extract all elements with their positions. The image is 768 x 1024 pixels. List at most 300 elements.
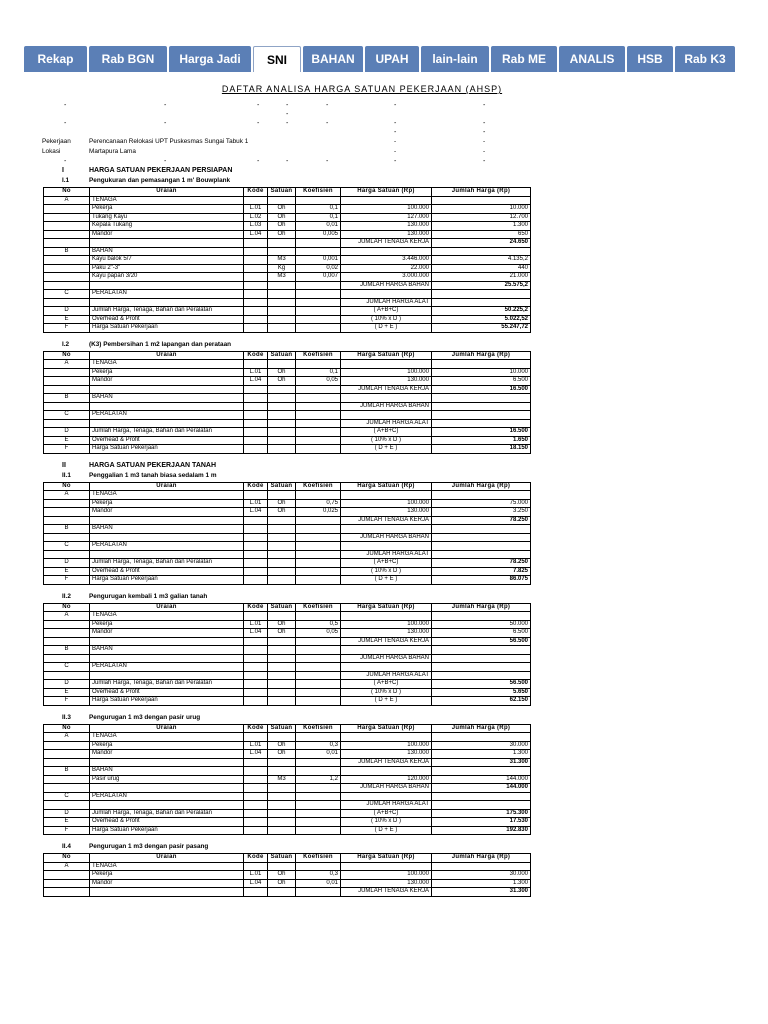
table-cell (244, 411, 268, 420)
table-cell: 6.500 (432, 629, 531, 638)
section-title: HARGA SATUAN PEKERJAAN TANAH (89, 461, 217, 469)
table-row (44, 402, 531, 411)
table-cell: JUMLAH TENAGA KERJA (341, 758, 432, 767)
table-cell (44, 879, 90, 888)
table-cell: JUMLAH HARGA ALAT (341, 550, 432, 559)
table-cell (296, 324, 341, 333)
table-cell: 55.247,72 (432, 324, 531, 333)
table-cell: JUMLAH HARGA ALAT (341, 671, 432, 680)
table-cell: C (44, 290, 90, 299)
column-header: Harga Satuan (Rp) (341, 482, 432, 491)
table-row (44, 688, 531, 697)
column-header: Jumlah Harga (Rp) (432, 482, 531, 491)
table-cell (268, 654, 296, 663)
table-cell: 130.000 (341, 377, 432, 386)
item-name: Pengukuran dan pemasangan 1 m' Bouwplank (89, 177, 231, 184)
analysis-content (37, 167, 737, 905)
table-cell: JUMLAH TENAGA KERJA (341, 888, 432, 897)
table-row (44, 533, 531, 542)
table-cell: 0,005 (296, 230, 341, 239)
table-row (44, 264, 531, 273)
table-cell: C (44, 663, 90, 672)
table-cell: JUMLAH HARGA BAHAN (341, 402, 432, 411)
table-cell: L.01 (244, 499, 268, 508)
item-header (37, 341, 737, 351)
table-cell (296, 516, 341, 525)
table-cell (90, 239, 244, 248)
table-cell: ( A+B+C) (341, 809, 432, 818)
table-cell: C (44, 411, 90, 420)
table-cell (90, 801, 244, 810)
table-header-row (44, 724, 531, 733)
table-cell: 175.300 (432, 809, 531, 818)
table-cell: ( D + E ) (341, 576, 432, 585)
table-row (44, 663, 531, 672)
table-cell: M3 (268, 256, 296, 265)
table-cell (244, 559, 268, 568)
table-cell (244, 671, 268, 680)
table-cell (244, 809, 268, 818)
column-header: Koefisien (296, 482, 341, 491)
dash-row: - (286, 111, 289, 118)
table-row (44, 516, 531, 525)
table-cell (244, 298, 268, 307)
table-cell: M3 (268, 273, 296, 282)
table-cell (268, 818, 296, 827)
item-header (37, 714, 737, 724)
table-cell: B (44, 394, 90, 403)
table-cell (268, 394, 296, 403)
tab-rekap[interactable]: Rekap (24, 46, 87, 72)
table-header-row (44, 603, 531, 612)
table-cell: 1.650 (432, 436, 531, 445)
table-cell: 130.000 (341, 879, 432, 888)
table-row (44, 750, 531, 759)
table-cell: 130.000 (341, 222, 432, 231)
item-header (37, 177, 737, 187)
table-cell (296, 688, 341, 697)
table-cell: M3 (268, 775, 296, 784)
table-row (44, 576, 531, 585)
page-title: DAFTAR ANALISA HARGA SATUAN PEKERJAAN (AHSP) (221, 84, 503, 94)
table-cell (268, 281, 296, 290)
tab-sni[interactable]: SNI (253, 46, 301, 72)
table-cell: C (44, 542, 90, 551)
table-cell: L.03 (244, 222, 268, 231)
table-cell (268, 680, 296, 689)
table-cell: E (44, 436, 90, 445)
table-cell: D (44, 428, 90, 437)
table-cell: B (44, 525, 90, 534)
table-cell: JUMLAH HARGA ALAT (341, 298, 432, 307)
table-row (44, 784, 531, 793)
table-cell (268, 550, 296, 559)
table-cell: 17.530 (432, 818, 531, 827)
table-cell: 24.650 (432, 239, 531, 248)
section-header (37, 462, 737, 472)
table-cell (244, 360, 268, 369)
table-cell: Overhead & Profit (90, 688, 244, 697)
table-cell (341, 862, 432, 871)
table-cell: L.01 (244, 205, 268, 214)
table-cell: 1.300 (432, 879, 531, 888)
table-cell (296, 491, 341, 500)
column-header: Kode (244, 603, 268, 612)
dash-row: - - - - - - - (64, 120, 486, 127)
tab-analis[interactable]: ANALIS (559, 46, 625, 72)
table-cell: Jumlah Harga, Tenaga, Bahan dan Peralatan (90, 307, 244, 316)
column-header: Koefisien (296, 188, 341, 197)
table-cell: 50.000 (432, 620, 531, 629)
table-cell (296, 612, 341, 621)
table-cell (432, 542, 531, 551)
table-cell (296, 445, 341, 454)
table-cell: ( A+B+C) (341, 559, 432, 568)
column-header: Harga Satuan (Rp) (341, 603, 432, 612)
column-header: Satuan (268, 724, 296, 733)
table-cell (432, 767, 531, 776)
table-cell (44, 222, 90, 231)
table-row (44, 767, 531, 776)
pekerjaan-row: Pekerjaan Perencanaan Relokasi UPT Puskesmas Sungai Tabuk 1 - - (42, 138, 486, 145)
table-cell (432, 419, 531, 428)
table-cell: 0,01 (296, 879, 341, 888)
table-cell (44, 298, 90, 307)
table-row (44, 792, 531, 801)
table-cell (44, 508, 90, 517)
table-row (44, 637, 531, 646)
table-cell: D (44, 307, 90, 316)
table-cell: Mandor (90, 750, 244, 759)
tab-rab-k3[interactable]: Rab K3 (675, 46, 735, 72)
table-cell (268, 862, 296, 871)
table-cell (90, 402, 244, 411)
table-cell: Jumlah Harga, Tenaga, Bahan dan Peralatan (90, 559, 244, 568)
table-cell: Overhead & Profit (90, 818, 244, 827)
table-header-row (44, 188, 531, 197)
table-cell (341, 360, 432, 369)
tab-bahan[interactable]: BAHAN (303, 46, 363, 72)
table-cell (432, 792, 531, 801)
table-cell (268, 792, 296, 801)
table-row (44, 256, 531, 265)
table-cell (268, 663, 296, 672)
table-cell: 31.300 (432, 758, 531, 767)
table-cell (268, 247, 296, 256)
table-cell: Oh (268, 629, 296, 638)
table-cell: 62.150 (432, 697, 531, 706)
table-cell: A (44, 733, 90, 742)
tab-rab-me[interactable]: Rab ME (491, 46, 557, 72)
column-header: Kode (244, 188, 268, 197)
table-cell: 0,1 (296, 205, 341, 214)
table-cell: JUMLAH HARGA BAHAN (341, 533, 432, 542)
table-row (44, 247, 531, 256)
table-cell: Kayu balok 5/7 (90, 256, 244, 265)
table-cell (244, 826, 268, 835)
table-row (44, 559, 531, 568)
table-header-row (44, 854, 531, 863)
column-header: Jumlah Harga (Rp) (432, 854, 531, 863)
table-cell: L.04 (244, 508, 268, 517)
table-cell (296, 680, 341, 689)
table-row (44, 445, 531, 454)
table-cell (268, 419, 296, 428)
table-cell: C (44, 792, 90, 801)
table-cell (44, 775, 90, 784)
table-row (44, 213, 531, 222)
table-cell: JUMLAH TENAGA KERJA (341, 637, 432, 646)
table-cell (296, 801, 341, 810)
column-header: Uraian (90, 854, 244, 863)
table-row (44, 525, 531, 534)
column-header: Satuan (268, 603, 296, 612)
table-cell (44, 750, 90, 759)
table-cell: 3.000.000 (341, 273, 432, 282)
tab-upah[interactable]: UPAH (365, 46, 419, 72)
table-cell (268, 298, 296, 307)
column-header: Koefisien (296, 351, 341, 360)
item-name: Pengurugan 1 m3 dengan pasir pasang (89, 843, 209, 850)
table-cell: L.01 (244, 368, 268, 377)
table-cell: A (44, 612, 90, 621)
table-cell: JUMLAH TENAGA KERJA (341, 385, 432, 394)
table-cell: 100.000 (341, 368, 432, 377)
table-cell: F (44, 445, 90, 454)
table-cell: JUMLAH TENAGA KERJA (341, 239, 432, 248)
table-cell: TENAGA (90, 360, 244, 369)
table-cell: E (44, 688, 90, 697)
table-cell: Oh (268, 368, 296, 377)
analysis-table (43, 351, 531, 454)
analysis-table (43, 853, 531, 897)
column-header: Jumlah Harga (Rp) (432, 724, 531, 733)
table-cell (296, 784, 341, 793)
item-name: Penggalian 1 m3 tanah biasa sedalam 1 m (89, 471, 217, 479)
table-cell (432, 654, 531, 663)
table-cell: 31.300 (432, 888, 531, 897)
table-cell (44, 239, 90, 248)
item-header (37, 593, 737, 603)
table-cell (296, 818, 341, 827)
table-cell (44, 637, 90, 646)
table-cell (432, 612, 531, 621)
table-cell (341, 411, 432, 420)
tab-hsb[interactable]: HSB (627, 46, 673, 72)
table-cell (296, 315, 341, 324)
table-cell (268, 801, 296, 810)
table-cell (44, 402, 90, 411)
table-cell: 7.825 (432, 567, 531, 576)
table-cell (432, 550, 531, 559)
table-cell: Paku 2"-3" (90, 264, 244, 273)
table-cell: BAHAN (90, 394, 244, 403)
table-row (44, 377, 531, 386)
table-cell (341, 792, 432, 801)
ahsp-sheet (37, 84, 737, 905)
table-cell (296, 411, 341, 420)
table-cell: 16.500 (432, 428, 531, 437)
table-cell: Jumlah Harga, Tenaga, Bahan dan Peralatan (90, 680, 244, 689)
table-cell (268, 567, 296, 576)
table-cell: L.04 (244, 230, 268, 239)
table-cell: Pekerja (90, 368, 244, 377)
table-cell (244, 525, 268, 534)
table-cell: 78.250 (432, 516, 531, 525)
table-cell: L.04 (244, 629, 268, 638)
table-cell (268, 411, 296, 420)
table-cell: Harga Satuan Pekerjaan (90, 324, 244, 333)
table-cell: L.02 (244, 213, 268, 222)
column-header: Koefisien (296, 854, 341, 863)
table-cell: 100.000 (341, 205, 432, 214)
table-cell: Kg (268, 264, 296, 273)
table-cell (44, 741, 90, 750)
table-cell (244, 801, 268, 810)
table-cell (341, 542, 432, 551)
table-row (44, 758, 531, 767)
dash-row: - - (394, 129, 486, 136)
column-header: Uraian (90, 482, 244, 491)
table-cell: 0,5 (296, 620, 341, 629)
table-cell: 21.000 (432, 273, 531, 282)
table-cell (90, 281, 244, 290)
table-cell: 0,001 (296, 256, 341, 265)
table-row (44, 368, 531, 377)
table-cell (268, 767, 296, 776)
table-cell (296, 298, 341, 307)
table-cell: 56.500 (432, 680, 531, 689)
table-cell (44, 758, 90, 767)
table-cell: 1,2 (296, 775, 341, 784)
table-row (44, 239, 531, 248)
table-cell (244, 315, 268, 324)
table-cell (268, 733, 296, 742)
table-cell: 25.575,2 (432, 281, 531, 290)
analysis-table (43, 187, 531, 333)
pekerjaan-label: Pekerjaan (42, 138, 71, 145)
table-cell (296, 436, 341, 445)
table-cell: Kepala Tukang (90, 222, 244, 231)
table-cell (268, 315, 296, 324)
table-cell (296, 809, 341, 818)
table-cell (244, 428, 268, 437)
table-cell (432, 394, 531, 403)
column-header: Koefisien (296, 603, 341, 612)
table-cell: 144.000 (432, 775, 531, 784)
table-cell (244, 663, 268, 672)
table-cell (44, 671, 90, 680)
column-header: Satuan (268, 351, 296, 360)
table-cell: 86.075 (432, 576, 531, 585)
table-cell (244, 385, 268, 394)
table-row (44, 567, 531, 576)
table-cell: Pekerja (90, 620, 244, 629)
table-cell: 130.000 (341, 629, 432, 638)
column-header: Uraian (90, 603, 244, 612)
table-cell: ( 10% x D ) (341, 436, 432, 445)
table-cell: Overhead & Profit (90, 567, 244, 576)
table-cell (44, 533, 90, 542)
table-cell (244, 281, 268, 290)
table-cell (432, 525, 531, 534)
table-cell (44, 273, 90, 282)
table-cell: Oh (268, 741, 296, 750)
table-cell: 1.300 (432, 222, 531, 231)
table-row (44, 550, 531, 559)
table-cell: 18.150 (432, 445, 531, 454)
table-cell: B (44, 767, 90, 776)
table-cell: 0,75 (296, 499, 341, 508)
table-cell (432, 801, 531, 810)
table-cell: BAHAN (90, 247, 244, 256)
table-cell: JUMLAH HARGA BAHAN (341, 654, 432, 663)
table-cell: Harga Satuan Pekerjaan (90, 576, 244, 585)
table-row (44, 436, 531, 445)
table-cell: 100.000 (341, 620, 432, 629)
tab-harga-jadi[interactable]: Harga Jadi (169, 46, 251, 72)
table-cell: Tukang Kayu (90, 213, 244, 222)
table-cell (432, 402, 531, 411)
table-cell (432, 196, 531, 205)
table-row (44, 542, 531, 551)
table-cell (90, 758, 244, 767)
table-cell: JUMLAH TENAGA KERJA (341, 516, 432, 525)
table-cell (341, 733, 432, 742)
table-cell (244, 862, 268, 871)
table-cell (296, 307, 341, 316)
table-cell: L.04 (244, 879, 268, 888)
tab-lain-lain[interactable]: lain-lain (421, 46, 489, 72)
table-cell (296, 654, 341, 663)
table-cell: ( 10% x D ) (341, 688, 432, 697)
table-cell (296, 646, 341, 655)
table-cell (341, 663, 432, 672)
table-row (44, 360, 531, 369)
table-cell (268, 516, 296, 525)
table-cell (90, 671, 244, 680)
table-cell: Oh (268, 499, 296, 508)
table-cell (244, 264, 268, 273)
column-header: Jumlah Harga (Rp) (432, 603, 531, 612)
table-cell (244, 533, 268, 542)
table-cell: Oh (268, 508, 296, 517)
column-header: No (44, 603, 90, 612)
table-cell: 0,3 (296, 871, 341, 880)
column-header: Uraian (90, 188, 244, 197)
table-cell: Oh (268, 377, 296, 386)
table-cell (268, 324, 296, 333)
table-cell: 0,01 (296, 222, 341, 231)
table-cell: 30.000 (432, 741, 531, 750)
table-cell (432, 298, 531, 307)
column-header: Satuan (268, 482, 296, 491)
table-cell (244, 324, 268, 333)
table-row (44, 196, 531, 205)
table-cell (244, 542, 268, 551)
tab-rab-bgn[interactable]: Rab BGN (89, 46, 167, 72)
analysis-table (43, 482, 531, 585)
table-cell (44, 368, 90, 377)
table-cell (268, 826, 296, 835)
table-cell (268, 809, 296, 818)
table-cell (44, 281, 90, 290)
table-cell: PERALATAN (90, 290, 244, 299)
table-cell: 650 (432, 230, 531, 239)
table-cell (90, 298, 244, 307)
table-cell: Pekerja (90, 499, 244, 508)
table-cell (296, 281, 341, 290)
